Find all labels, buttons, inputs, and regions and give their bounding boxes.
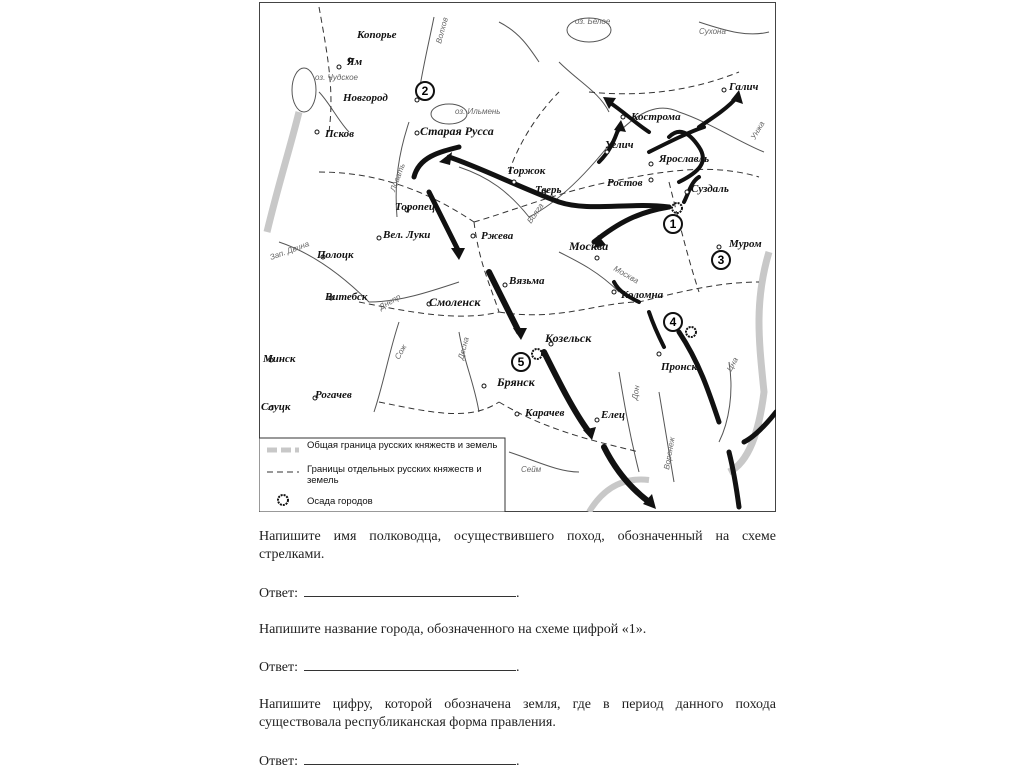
- city-label: Коломна: [621, 289, 664, 301]
- answer-2-label: Ответ:: [259, 660, 298, 675]
- number-label: 2: [421, 84, 429, 98]
- city-label: Брянск: [497, 375, 535, 389]
- river-label: Воронеж: [662, 436, 677, 471]
- city-label: Ям: [347, 56, 363, 68]
- lake-chudskoe: [292, 68, 316, 112]
- city-label: Козельск: [545, 331, 592, 345]
- city-label: Смоленск: [429, 295, 481, 309]
- city-label: Новгород: [343, 92, 388, 104]
- city-label: Кострома: [631, 111, 681, 123]
- city-label: Ржева: [481, 230, 514, 242]
- river-label: Москва: [612, 263, 641, 286]
- number-label: 4: [669, 315, 677, 329]
- city-label: Тверь: [535, 184, 562, 196]
- lake-label: оз. Чудское: [315, 73, 359, 82]
- city-label: Копорье: [357, 29, 397, 41]
- question-3-text: Напишите цифру, которой обозначена земля, где в период данного похода существовала республиканская форма правления.: [259, 697, 776, 730]
- city-label: Полоцк: [317, 249, 354, 261]
- answer-1-row: [259, 582, 776, 603]
- legend-siege: Осада городов: [307, 496, 373, 507]
- city-label: Углич: [605, 139, 634, 151]
- city-label: Галич: [729, 81, 759, 93]
- city-label: Торопец: [395, 201, 435, 213]
- city-label: Пронск: [661, 361, 698, 373]
- answer-2-input[interactable]: [304, 656, 516, 671]
- answer-3-input[interactable]: [304, 750, 516, 765]
- river-label: Волхов: [434, 16, 450, 45]
- city-label: Ярославль: [659, 153, 710, 165]
- number-label: 1: [669, 217, 677, 231]
- question-1-text: Напишите имя полководца, осуществившего поход, обозначенный на схеме стрелками.: [259, 529, 776, 562]
- river-label: Днепр: [377, 292, 403, 312]
- answer-2-row: [259, 656, 776, 677]
- answer-3-label: Ответ:: [259, 754, 298, 769]
- answer-1-label: Ответ:: [259, 586, 298, 601]
- river-label: Унжа: [748, 119, 767, 141]
- river-label: Цна: [724, 355, 741, 373]
- city-label: Минск: [263, 353, 296, 365]
- lake-label: оз. Ильмень: [455, 107, 501, 116]
- legend-inner-border: Границы отдельных русских княжеств и земель: [307, 464, 482, 486]
- legend-common-border: Общая граница русских княжеств и земель: [307, 440, 498, 451]
- answer-1-input[interactable]: [304, 582, 516, 597]
- river-label: Сухона: [699, 27, 726, 36]
- map-legend: [259, 438, 505, 512]
- city-label: Суздаль: [691, 183, 729, 195]
- answer-1-period: .: [515, 586, 520, 601]
- river-label: Волга: [525, 201, 546, 226]
- river-label: Дон: [630, 384, 642, 401]
- city-label: Вел. Луки: [383, 229, 431, 241]
- city-label: Слуцк: [261, 401, 291, 413]
- city-label: Муром: [729, 238, 762, 250]
- number-label: 5: [517, 355, 525, 369]
- lake-label: оз. Белое: [575, 17, 611, 26]
- answer-2-period: .: [515, 660, 520, 675]
- city-label: Ростов: [607, 177, 643, 189]
- city-label: Торжок: [507, 165, 546, 177]
- river-label: Десна: [456, 336, 471, 361]
- city-label: Псков: [325, 128, 355, 140]
- river-label: Ловать: [388, 162, 407, 193]
- campaign-map: [259, 2, 776, 512]
- city-label: Старая Русса: [420, 124, 494, 138]
- answer-3-period: .: [515, 754, 520, 769]
- river-label: Сейм: [521, 465, 542, 474]
- city-label: Витебск: [325, 291, 368, 303]
- answer-3-row: [259, 750, 776, 771]
- city-label: Рогачев: [315, 389, 352, 401]
- river-label: Зап. Двина: [268, 239, 311, 262]
- city-label: Карачев: [525, 407, 565, 419]
- city-label: Елец: [601, 409, 625, 421]
- question-2-text: Напишите название города, обозначенного на схеме цифрой «1».: [259, 622, 647, 637]
- city-label: Москва: [569, 239, 609, 253]
- river-label: Сож: [392, 343, 409, 361]
- city-label: Вязьма: [509, 275, 545, 287]
- number-label: 3: [717, 253, 725, 267]
